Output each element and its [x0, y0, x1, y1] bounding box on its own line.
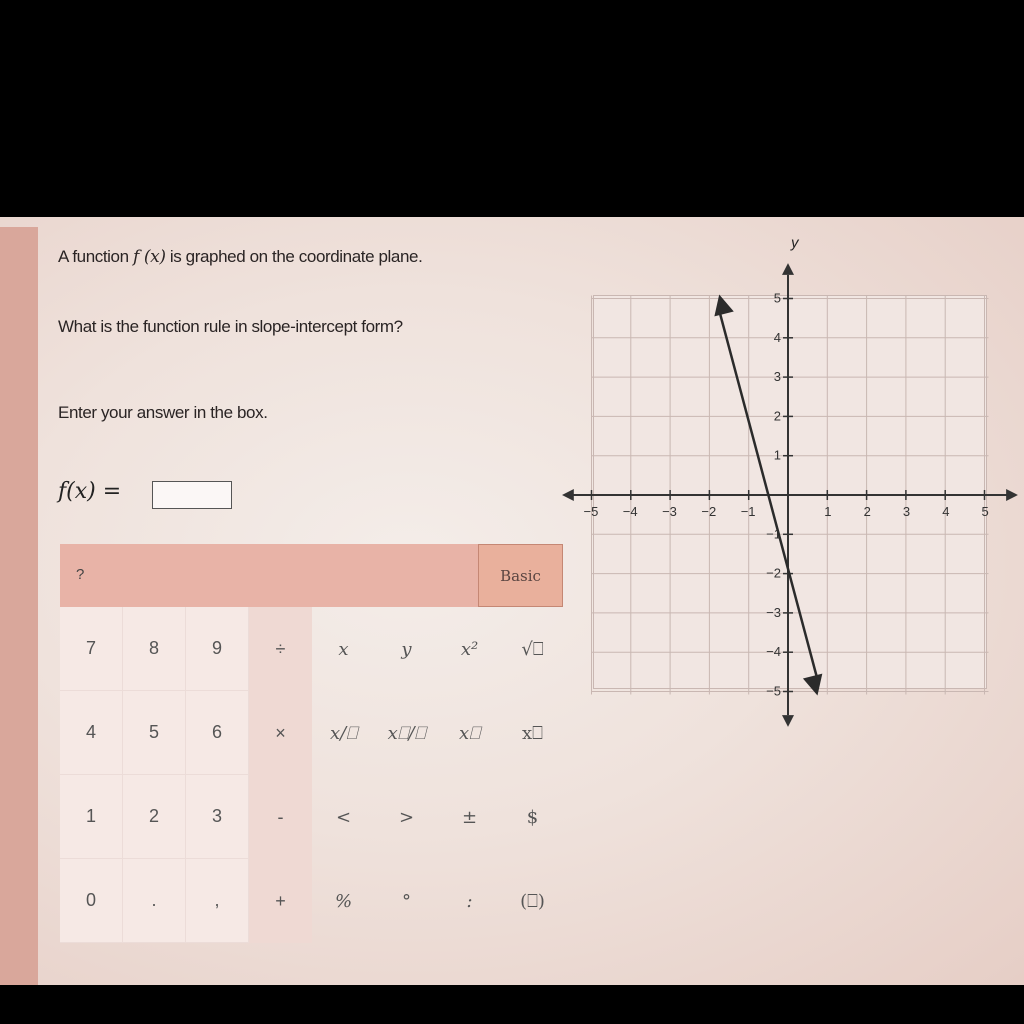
y-tick-label: 3: [773, 369, 781, 385]
x-tick-label: 3: [902, 504, 911, 519]
key-mixed-fraction[interactable]: x⎕/⎕: [387, 722, 426, 744]
basic-tab[interactable]: Basic: [478, 544, 563, 607]
key-fraction-x[interactable]: x/⎕: [329, 722, 358, 744]
y-tick-label: −4: [766, 644, 781, 660]
question-line-2: What is the function rule in slope-intercept form?: [58, 317, 403, 336]
key-divide[interactable]: ÷: [249, 607, 312, 691]
y-tick-label: 5: [773, 290, 781, 306]
y-tick-label: −3: [766, 604, 781, 620]
key-9[interactable]: 9: [186, 607, 249, 691]
key-2[interactable]: 2: [123, 775, 186, 859]
x-axis-arrow-left: [562, 489, 574, 501]
y-axis-label: y: [791, 234, 799, 252]
key-percent[interactable]: %: [334, 890, 353, 912]
x-tick-label: −5: [583, 504, 599, 519]
x-axis-arrow-right: [1006, 489, 1018, 501]
key-greater-than[interactable]: >: [398, 806, 415, 828]
key-x-squared[interactable]: x²: [460, 638, 479, 660]
key-0[interactable]: 0: [60, 859, 123, 943]
key-y[interactable]: y: [401, 638, 412, 660]
key-minus[interactable]: -: [249, 775, 312, 859]
key-dollar[interactable]: $: [526, 806, 539, 828]
key-5[interactable]: 5: [123, 691, 186, 775]
y-tick-label: −5: [766, 683, 781, 699]
question-line-1: A function f (x) is graphed on the coordinate plane.: [58, 247, 423, 267]
key-degree[interactable]: °: [402, 890, 411, 912]
y-axis-arrow-down: [782, 715, 794, 727]
x-tick-label: 5: [981, 504, 989, 519]
key-6[interactable]: 6: [186, 691, 249, 775]
x-tick-label: −2: [701, 504, 717, 519]
key-power[interactable]: x⎕: [459, 722, 480, 744]
key-1[interactable]: 1: [60, 775, 123, 859]
x-tick-label: 1: [824, 504, 832, 519]
x-tick-label: 4: [942, 504, 950, 519]
key-multiply[interactable]: ×: [249, 691, 312, 775]
key-plus[interactable]: +: [249, 859, 312, 943]
x-tick-label: −4: [622, 504, 638, 519]
question-line-3: Enter your answer in the box.: [58, 403, 268, 422]
key-comma[interactable]: ,: [186, 859, 249, 943]
y-tick-label: 2: [773, 408, 781, 424]
key-less-than[interactable]: <: [335, 806, 352, 828]
exercise-screen: [0, 217, 1024, 985]
x-tick-label: 2: [863, 504, 871, 519]
answer-prefix: f(x) =: [58, 479, 122, 504]
function-notation: f (x): [133, 247, 166, 267]
y-tick-label: 4: [773, 329, 781, 345]
grid-background: [594, 296, 987, 689]
key-3[interactable]: 3: [186, 775, 249, 859]
key-square-root[interactable]: √⎕: [521, 638, 544, 660]
y-axis-arrow-up: [782, 263, 794, 275]
help-button[interactable]: ?: [76, 566, 85, 583]
y-tick-label: −1: [766, 526, 781, 542]
coordinate-plane: [0, 217, 1024, 985]
key-parentheses[interactable]: (⎕): [520, 890, 545, 912]
key-plus-minus[interactable]: ±: [461, 806, 478, 828]
y-tick-label: 1: [773, 447, 781, 463]
y-tick-label: −2: [766, 565, 781, 581]
x-tick-label: −3: [662, 504, 677, 519]
key-subscript[interactable]: x⎕: [522, 722, 543, 744]
key-decimal[interactable]: .: [123, 859, 186, 943]
key-4[interactable]: 4: [60, 691, 123, 775]
key-7[interactable]: 7: [60, 607, 123, 691]
key-x[interactable]: x: [338, 638, 349, 660]
x-tick-label: −1: [740, 504, 756, 519]
key-8[interactable]: 8: [123, 607, 186, 691]
key-colon[interactable]: :: [466, 890, 473, 912]
